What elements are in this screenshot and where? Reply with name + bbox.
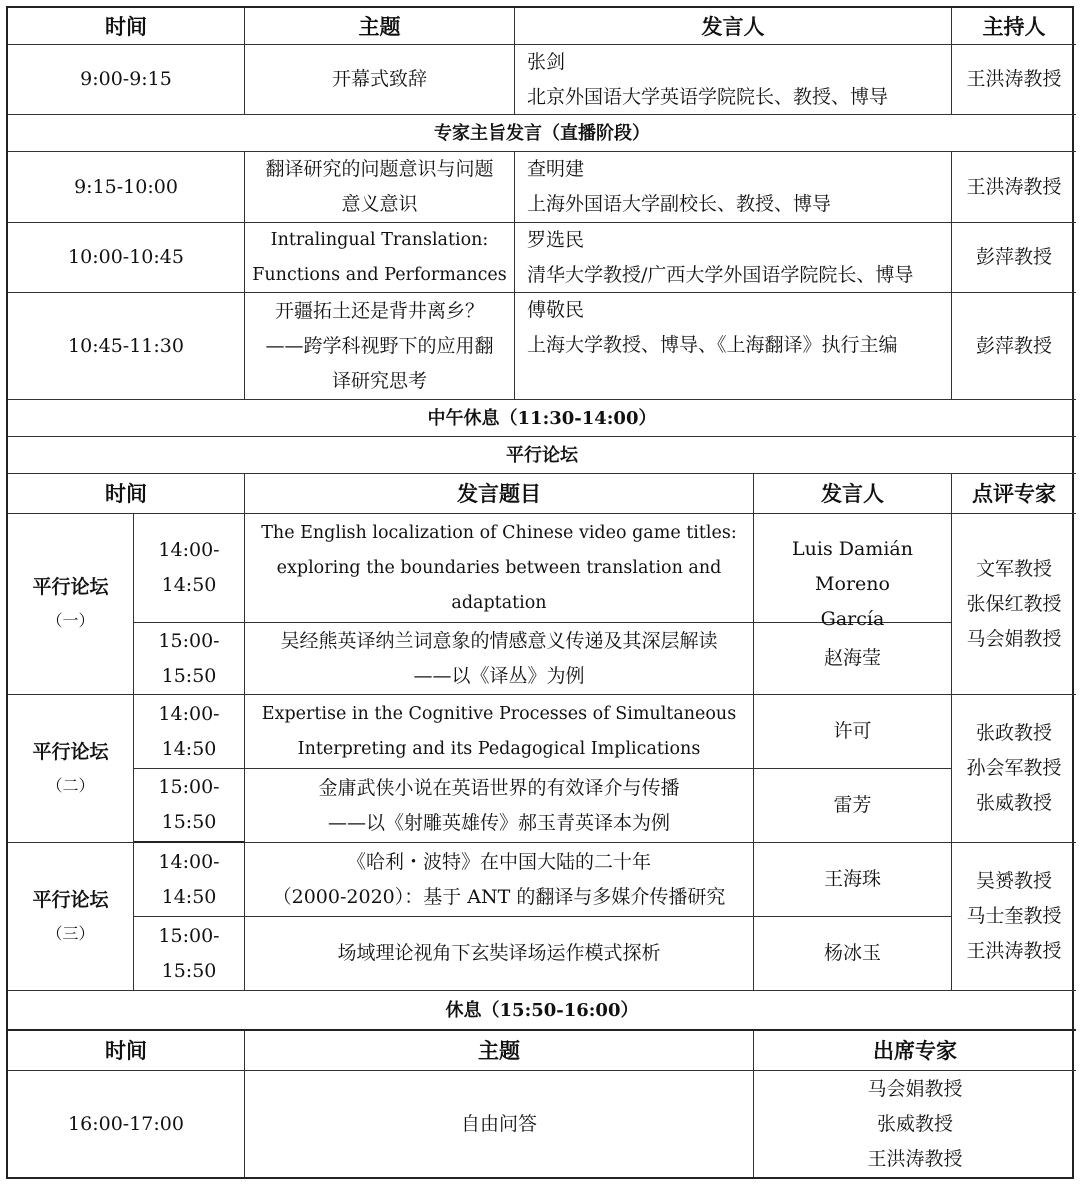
afternoon-break: 休息（15:50-16:00）	[8, 991, 1076, 1031]
header-speaker: 发言人	[515, 8, 952, 45]
session-time	[134, 917, 245, 991]
title-line: （2000-2020）：基于 ANT 的翻译与多媒介传播研究	[272, 885, 726, 908]
speaker-name: 罗选民	[527, 228, 585, 251]
forum-name: 平行论坛	[32, 888, 109, 911]
topic-line: 译研究思考	[331, 369, 427, 392]
expert-name: 张威教授	[975, 792, 1052, 814]
time-line: 15:00-	[158, 629, 220, 652]
opening-time: 9:00-9:15	[8, 45, 245, 115]
header-experts: 点评专家	[952, 474, 1076, 514]
expert-name: 孙会军教授	[966, 757, 1062, 779]
session-title	[245, 695, 754, 769]
keynote-section-title: 专家主旨发言（直播阶段）	[8, 115, 1076, 152]
time-line: 14:50	[161, 574, 217, 596]
session-speaker	[754, 695, 952, 769]
speaker-line: 赵海莹	[823, 647, 881, 669]
forum-label	[8, 843, 134, 991]
keynote-speaker-cell	[515, 152, 952, 223]
forum-label	[8, 514, 134, 695]
expert-name: 马士奎教授	[966, 905, 1062, 927]
expert-name: 王洪涛教授	[867, 1147, 963, 1170]
title-line: ——以《射雕英雄传》郝玉青英译本为例	[327, 811, 670, 834]
forum-experts	[952, 514, 1076, 695]
forum-number: （二）	[46, 775, 95, 795]
session-title	[245, 769, 754, 843]
expert-name: 张保红教授	[966, 592, 1062, 615]
header-time: 时间	[8, 474, 245, 514]
session-speaker	[754, 769, 952, 843]
lunch-break: 中午休息（11:30-14:00）	[8, 400, 1076, 437]
keynote-speaker-cell	[515, 223, 952, 293]
opening-topic: 开幕式致辞	[245, 45, 515, 115]
qa-time: 16:00-17:00	[8, 1071, 245, 1177]
speaker-affiliation: 上海外国语大学副校长、教授、博导	[527, 193, 832, 215]
title-line: ——以《译丛》为例	[413, 664, 585, 687]
header-speaker: 发言人	[754, 474, 952, 514]
qa-topic: 自由问答	[245, 1071, 754, 1177]
topic-line: 开疆拓土还是背井离乡？	[274, 299, 484, 322]
speaker-name: 张剑	[527, 50, 566, 73]
session-speaker	[754, 843, 952, 917]
title-line: 吴经熊英译纳兰词意象的情感意义传递及其深层解读	[280, 629, 718, 652]
header-topic: 主题	[245, 8, 515, 45]
keynote-speaker-cell	[515, 293, 952, 400]
title-line: Expertise in the Cognitive Processes of Simultaneous	[261, 703, 737, 724]
keynote-topic	[245, 293, 515, 400]
topic-line: Functions and Performances	[252, 264, 507, 285]
forum-experts	[952, 843, 1076, 991]
expert-name: 文军教授	[975, 557, 1052, 580]
speaker-line: 王海珠	[823, 868, 881, 890]
time-line: 14:50	[161, 885, 217, 908]
keynote-host: 王洪涛教授	[952, 152, 1076, 223]
speaker-line: 杨冰玉	[823, 942, 881, 964]
parallel-section-title: 平行论坛	[8, 437, 1076, 474]
title-line: exploring the boundaries between translation and	[276, 557, 722, 578]
header-time: 时间	[8, 1031, 245, 1071]
time-line: 15:50	[161, 959, 217, 982]
session-time	[134, 843, 245, 917]
speaker-affiliation: 清华大学教授/广西大学外国语学院院长、博导	[527, 263, 914, 286]
keynote-host: 彭萍教授	[952, 293, 1076, 400]
keynote-time: 10:00-10:45	[8, 223, 245, 293]
forum-label	[8, 695, 134, 843]
keynote-time: 9:15-10:00	[8, 152, 245, 223]
forum-number: （三）	[46, 923, 95, 943]
expert-name: 张威教授	[876, 1112, 953, 1135]
session-title	[245, 917, 754, 991]
session-time	[134, 769, 245, 843]
header-title: 发言题目	[245, 474, 754, 514]
session-time	[134, 623, 245, 695]
speaker-name: 查明建	[527, 158, 585, 180]
expert-name: 吴赟教授	[975, 870, 1052, 892]
keynote-topic	[245, 152, 515, 223]
qa-experts	[754, 1071, 1076, 1177]
forum-experts	[952, 695, 1076, 843]
title-line: 《哈利・波特》在中国大陆的二十年	[346, 850, 651, 873]
topic-line: ——跨学科视野下的应用翻	[265, 334, 494, 357]
time-line: 15:00-	[158, 776, 220, 798]
title-line: 金庸武侠小说在英语世界的有效译介与传播	[318, 776, 680, 799]
title-line: adaptation	[451, 592, 547, 613]
speaker-affiliation: 上海大学教授、博导、《上海翻译》执行主编	[527, 334, 898, 356]
speaker-line: Luis Damián Moreno	[792, 538, 913, 595]
time-line: 14:00-	[158, 539, 220, 561]
title-line: 场域理论视角下玄奘译场运作模式探析	[337, 942, 661, 964]
opening-host: 王洪涛教授	[952, 45, 1076, 115]
keynote-topic	[245, 223, 515, 293]
expert-name: 马会娟教授	[867, 1077, 963, 1100]
time-line: 14:50	[161, 737, 217, 760]
expert-name: 马会娟教授	[966, 627, 1062, 650]
expert-name: 王洪涛教授	[966, 940, 1062, 962]
time-line: 15:00-	[158, 924, 220, 947]
keynote-time: 10:45-11:30	[8, 293, 245, 400]
header-topic: 主题	[245, 1031, 754, 1071]
title-line: The English localization of Chinese video game titles:	[261, 522, 737, 543]
opening-speaker-cell	[515, 45, 952, 115]
topic-line: 翻译研究的问题意识与问题	[265, 158, 494, 180]
topic-line: 意义意识	[341, 193, 418, 215]
session-title	[245, 514, 754, 623]
topic-line: Intralingual Translation:	[270, 229, 489, 250]
forum-name: 平行论坛	[32, 740, 109, 763]
session-speaker	[754, 623, 952, 695]
speaker-affiliation: 北京外国语大学英语学院院长、教授、博导	[527, 85, 889, 108]
session-speaker	[754, 514, 952, 630]
header-attending-experts: 出席专家	[754, 1031, 1076, 1071]
session-speaker	[754, 917, 952, 991]
forum-number: （一）	[46, 611, 95, 630]
speaker-line: 雷芳	[833, 794, 872, 816]
schedule-table	[6, 6, 1074, 1179]
speaker-name: 傅敬民	[527, 299, 585, 321]
header-host: 主持人	[952, 8, 1076, 45]
time-line: 15:50	[161, 664, 217, 687]
session-time	[134, 514, 245, 623]
time-line: 14:00-	[158, 850, 220, 873]
time-line: 14:00-	[158, 702, 220, 725]
header-time: 时间	[8, 8, 245, 45]
forum-name: 平行论坛	[32, 576, 109, 598]
title-line: Interpreting and its Pedagogical Implications	[297, 738, 701, 759]
time-line: 15:50	[161, 811, 217, 833]
session-time	[134, 695, 245, 769]
expert-name: 张政教授	[975, 722, 1052, 744]
keynote-host: 彭萍教授	[952, 223, 1076, 293]
session-title	[245, 623, 754, 695]
speaker-line: García	[820, 608, 885, 630]
speaker-line: 许可	[833, 720, 872, 742]
session-title	[245, 843, 754, 917]
